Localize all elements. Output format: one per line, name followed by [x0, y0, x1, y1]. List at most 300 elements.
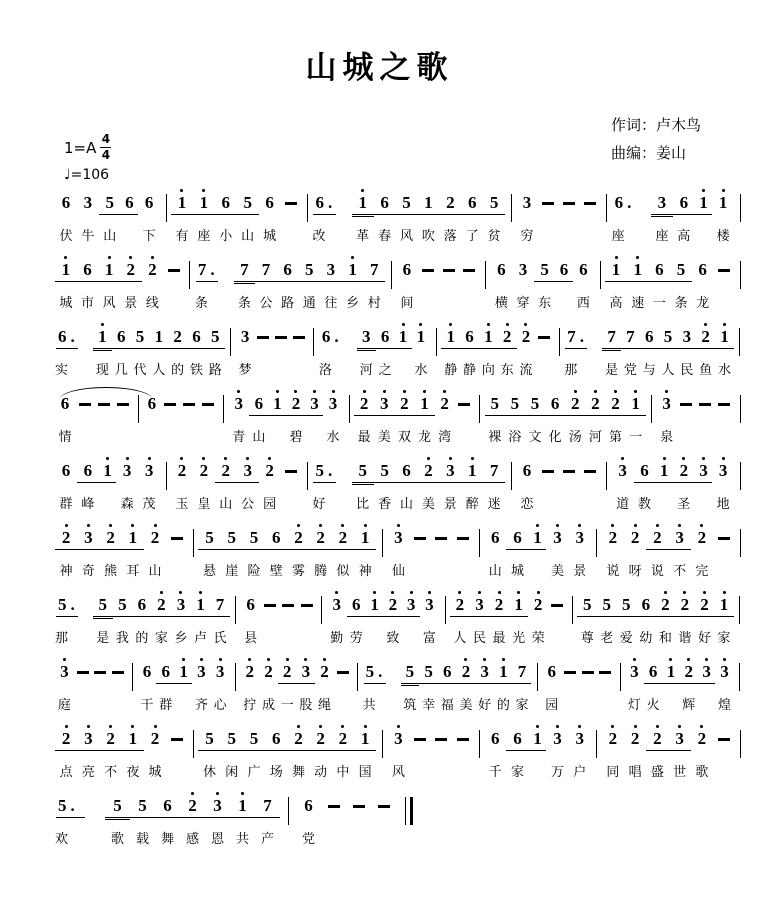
note-cell: [168, 322, 187, 378]
note-digit: [675, 595, 695, 615]
beam-line-1: [99, 214, 121, 215]
lyric: [410, 555, 431, 579]
beam-line-1: [98, 281, 120, 282]
note-digit: [243, 528, 265, 548]
digit: 6: [271, 728, 281, 748]
note-digit: [112, 327, 131, 347]
barline: [473, 523, 484, 579]
lyric: 老: [600, 631, 614, 646]
note-cell: [93, 322, 112, 378]
barline: [160, 188, 171, 244]
beam-line-1: [677, 348, 696, 349]
octave-dot: [682, 457, 685, 460]
digit: 1: [104, 259, 114, 279]
dash: [281, 193, 302, 213]
note-cell: [506, 724, 528, 780]
lyric: 穿: [516, 296, 530, 311]
note-digit: [528, 595, 548, 615]
digit: 2: [455, 594, 465, 614]
barline: [225, 322, 236, 378]
octave-dot: [483, 658, 486, 661]
note-cell: [675, 590, 695, 646]
note-cell: [516, 188, 538, 244]
dash: [579, 662, 597, 682]
digit: 6: [60, 393, 70, 413]
note-cell: [374, 456, 396, 512]
lyric: 民: [680, 363, 694, 378]
note-cell: [657, 389, 677, 445]
note-cell: [491, 255, 513, 311]
lyric: 恋: [520, 497, 534, 512]
note-digit: [640, 327, 659, 347]
lyric: 群: [159, 698, 173, 713]
note-digit: [310, 528, 332, 548]
beam-line-1: [191, 616, 211, 617]
digit: 5: [402, 192, 411, 212]
note-cell: [695, 590, 715, 646]
digit: 5: [249, 527, 259, 547]
augmentation-dot: .: [70, 326, 75, 346]
beam-line-1: [230, 817, 255, 818]
lyric: 灯: [627, 698, 641, 713]
note-digit: [296, 796, 321, 816]
note-cell: [198, 523, 220, 579]
lyric: 欢: [55, 832, 69, 847]
dash-cell: [74, 657, 92, 713]
digit: 6: [443, 661, 452, 681]
note-cell: [332, 724, 354, 780]
octave-dot: [663, 457, 666, 460]
digit: 6: [137, 594, 147, 614]
lyric: 牛: [81, 229, 95, 244]
beam-line-1: [313, 214, 336, 215]
octave-dot: [180, 457, 183, 460]
beam-line-1: [243, 750, 265, 751]
lyric: 千: [488, 765, 502, 780]
lyric: 穷: [520, 229, 534, 244]
octave-dot: [703, 591, 706, 594]
note-digit: [505, 394, 525, 414]
note-cell: [460, 322, 479, 378]
lyric: 湾: [438, 430, 452, 445]
digit: 6: [265, 192, 274, 212]
beam-line-1: [310, 750, 332, 751]
note-cell: [357, 322, 376, 378]
note-digit: [327, 595, 347, 615]
lyric: [698, 689, 715, 713]
dash-cell: [163, 255, 184, 311]
beam-line-1: [221, 549, 243, 550]
octave-dot: [241, 792, 244, 795]
digit: 1: [370, 595, 379, 615]
beam-line-1: [489, 616, 509, 617]
dash-cell: [561, 657, 579, 713]
barline: [734, 590, 745, 646]
beam-line-1: [651, 214, 673, 215]
augmentation-dot: .: [70, 594, 75, 614]
barline: [734, 657, 745, 713]
note-cell: [138, 456, 160, 512]
lyric: 情: [58, 430, 72, 445]
digit: 1: [633, 259, 642, 279]
digit: 6: [655, 259, 664, 279]
digit: 6: [116, 326, 126, 346]
lyric: 好: [697, 631, 711, 646]
dash: [431, 729, 452, 749]
note-cell: [512, 255, 534, 311]
lyric: 市: [80, 296, 94, 311]
dash-cell: [455, 389, 474, 445]
note-digit: [569, 528, 591, 548]
beam-line-1: [55, 549, 77, 550]
beam-line-1: [287, 549, 309, 550]
lyric: [175, 689, 192, 713]
digit: 6: [679, 192, 689, 212]
dash-glyph: [680, 403, 692, 406]
digit: 2: [316, 527, 325, 547]
note-digit: [439, 461, 461, 481]
note-cell: [77, 255, 99, 311]
note-digit: [243, 729, 265, 749]
note-cell: [714, 590, 734, 646]
digit: 5: [676, 259, 686, 279]
note-cell: [320, 255, 342, 311]
dash-glyph: [457, 738, 469, 741]
octave-dot: [702, 189, 705, 192]
note-cell: [187, 322, 206, 378]
beam-line-1: [310, 549, 332, 550]
note-digit: [99, 528, 121, 548]
note-cell: [461, 188, 483, 244]
note-cell: [278, 657, 297, 713]
note-cell: [670, 255, 692, 311]
digit: 2: [521, 326, 531, 346]
barline: [601, 456, 612, 512]
barline: [591, 724, 602, 780]
beam-line-1: [479, 348, 498, 349]
note-digit: [624, 528, 646, 548]
note-cell: [269, 389, 286, 445]
barline: [566, 590, 577, 646]
digit: 5: [424, 661, 433, 681]
digit: 3: [394, 527, 403, 547]
note-cell: [93, 590, 113, 646]
digit: 3: [518, 259, 528, 279]
lyric: 往: [324, 296, 338, 311]
digit: 2: [126, 259, 135, 279]
barline: [160, 456, 171, 512]
note-digit: [357, 327, 376, 347]
lyric: 说: [606, 564, 620, 579]
beam-line-2: [93, 350, 112, 351]
note-digit: [621, 327, 640, 347]
dash: [715, 394, 734, 414]
lyric: 山: [148, 564, 162, 579]
lyric: [459, 287, 480, 311]
barline: [187, 724, 198, 780]
lyric: 最: [357, 430, 371, 445]
beam-line-1: [636, 616, 656, 617]
digit: 5: [227, 527, 236, 547]
note-cell: [417, 188, 439, 244]
note-digit: [298, 260, 320, 280]
note-cell: [265, 724, 287, 780]
lyric: 成: [261, 698, 275, 713]
digit: 3: [718, 460, 728, 480]
barline: [591, 523, 602, 579]
note-cell: [237, 456, 259, 512]
beam-line-1: [122, 750, 144, 751]
key-tempo-block: [64, 133, 111, 183]
octave-dot: [64, 256, 67, 259]
note-digit: [475, 662, 494, 682]
note-cell: [55, 188, 77, 244]
note-digit: [417, 461, 439, 481]
note-cell: [396, 255, 418, 311]
beam-line-1: [131, 348, 150, 349]
digit: 1: [720, 326, 729, 346]
note-digit: [715, 662, 734, 682]
digit: 6: [380, 326, 390, 346]
note-cell: [319, 322, 357, 378]
digit: 1: [128, 527, 138, 547]
lyric: 一: [280, 698, 294, 713]
digit: 6: [161, 661, 170, 681]
lyric: 家: [511, 765, 525, 780]
beam-line-1: [525, 415, 545, 416]
lyric: 那: [564, 363, 578, 378]
note-cell: [649, 255, 671, 311]
digit: 6: [579, 259, 588, 279]
beam-line-1: [394, 415, 414, 416]
lyric: 风: [399, 229, 413, 244]
lyric: 美: [377, 430, 391, 445]
octave-dot: [180, 189, 183, 192]
octave-dot: [723, 323, 726, 326]
dash: [561, 662, 579, 682]
digit: 6: [142, 661, 152, 681]
dash: [281, 461, 302, 481]
dash-cell: [580, 188, 601, 244]
lyric: 城: [148, 765, 162, 780]
note-cell: [655, 456, 672, 512]
digit: 3: [702, 662, 711, 682]
dash-glyph: [328, 805, 340, 808]
digit: 3: [144, 460, 154, 480]
lyric: 尊: [580, 631, 594, 646]
note-cell: [636, 590, 656, 646]
octave-dot: [487, 323, 490, 326]
note-cell: [627, 255, 649, 311]
digit: 1: [61, 259, 71, 279]
octave-dot: [633, 658, 636, 661]
beam-line-1: [695, 616, 715, 617]
dash-glyph: [353, 805, 365, 808]
note-cell: [673, 456, 695, 512]
note-digit: [142, 260, 164, 280]
note-digit: [525, 394, 545, 414]
digit: 2: [700, 594, 709, 614]
note-cell: [529, 724, 547, 780]
note-cell: [120, 255, 142, 311]
note-cell: [354, 724, 376, 780]
lyric: 有: [175, 229, 189, 244]
note-cell: [617, 590, 637, 646]
dash-cell: [91, 657, 109, 713]
octave-dot: [202, 457, 205, 460]
digit: 5: [249, 728, 259, 748]
dash-glyph: [435, 738, 447, 741]
note-digit: [363, 662, 401, 682]
digit: 3: [675, 527, 684, 547]
lyric: 景: [443, 497, 457, 512]
octave-dot: [364, 725, 367, 728]
lyric: 拧: [243, 698, 257, 713]
lyric: 广: [247, 765, 261, 780]
octave-dot: [341, 524, 344, 527]
beam-line-1: [168, 348, 187, 349]
digit: 1: [103, 461, 112, 481]
dash-cell: [452, 724, 473, 780]
lyric: [452, 756, 473, 780]
note-cell: [193, 188, 215, 244]
note-cell: [513, 657, 532, 713]
note-cell: [483, 188, 505, 244]
dash: [580, 193, 601, 213]
lyric: 山: [103, 229, 117, 244]
lyric: [113, 421, 132, 445]
beam-line-2: [602, 350, 621, 351]
digit: 6: [644, 326, 654, 346]
dash: [452, 729, 473, 749]
lyric: 吹: [421, 229, 435, 244]
beam-line-1: [93, 348, 112, 349]
note-cell: [475, 657, 494, 713]
note-cell: [651, 188, 673, 244]
lyric: [281, 488, 302, 512]
dash-cell: [160, 389, 179, 445]
octave-dot: [458, 591, 461, 594]
digit: 2: [611, 393, 620, 413]
note-digit: [602, 729, 624, 749]
note-digit: [240, 662, 259, 682]
lyric: 公: [241, 497, 255, 512]
note-cell: [677, 322, 696, 378]
lyric: [580, 488, 601, 512]
note-cell: [516, 456, 538, 512]
lyric: 和: [658, 631, 672, 646]
dash: [459, 260, 480, 280]
note-digit: [144, 528, 166, 548]
lyric: [121, 220, 138, 244]
lyric: [166, 756, 187, 780]
octave-dot: [556, 524, 559, 527]
note-cell: [420, 590, 440, 646]
lyric: 雾: [291, 564, 305, 579]
lyric: 风: [102, 296, 116, 311]
dash: [272, 327, 290, 347]
dash-glyph: [77, 671, 89, 674]
digit: 2: [608, 728, 618, 748]
bar-line: [382, 529, 383, 557]
note-cell: [662, 657, 679, 713]
note-digit: [470, 595, 490, 615]
digit: 3: [575, 728, 584, 748]
digit: 6: [315, 192, 324, 212]
note-cell: [259, 456, 281, 512]
digit: 6: [491, 728, 500, 748]
lyric: [272, 354, 290, 378]
barline: [127, 657, 138, 713]
digit: 3: [362, 326, 371, 346]
note-cell: [624, 523, 646, 579]
lyric: 迷: [487, 497, 501, 512]
dash: [166, 528, 187, 548]
note-digit: [198, 528, 220, 548]
dash-cell: [715, 389, 734, 445]
note-digit: [312, 193, 351, 213]
dash-cell: [109, 657, 127, 713]
digit: 2: [697, 527, 707, 547]
digit: 6: [497, 259, 506, 279]
beam-line-1: [77, 549, 99, 550]
lyric: 熊: [104, 564, 118, 579]
note-digit: [192, 662, 211, 682]
beam-line-1: [659, 348, 678, 349]
note-digit: [414, 394, 434, 414]
digit: 3: [234, 393, 243, 413]
tempo-marking: [64, 167, 111, 183]
lyric: 呀: [628, 564, 642, 579]
dash: [713, 260, 734, 280]
lyric: 人: [152, 363, 166, 378]
beam-line-1: [461, 214, 483, 215]
lyric: 载: [135, 832, 149, 847]
beam-line-1: [286, 415, 306, 416]
note-cell: [105, 791, 130, 847]
note-cell: [505, 389, 525, 445]
bar-line: [382, 730, 383, 758]
digit: 1: [424, 192, 433, 212]
augmentation-dot: .: [327, 460, 333, 480]
note-cell: [546, 724, 568, 780]
note-cell: [98, 255, 120, 311]
beam-line-1: [193, 214, 215, 215]
note-digit: [670, 260, 692, 280]
beam-line-1: [439, 214, 461, 215]
beam-line-1: [342, 281, 364, 282]
digit: 6: [321, 326, 331, 346]
lyric: 动: [314, 765, 328, 780]
note-cell: [509, 590, 529, 646]
digit: 1: [718, 192, 728, 212]
digit: 7: [567, 326, 576, 346]
note-cell: [230, 791, 255, 847]
beam-line-1: [354, 549, 376, 550]
note-cell: [656, 590, 676, 646]
note-cell: [132, 590, 152, 646]
octave-dot: [179, 591, 182, 594]
lyric: 勤: [330, 631, 344, 646]
note-cell: [205, 791, 230, 847]
beam-line-1: [255, 817, 280, 818]
beam-line-1: [457, 683, 476, 684]
dash-glyph: [202, 403, 214, 406]
lyric: 线: [145, 296, 159, 311]
note-digit: [175, 662, 192, 682]
digit: 6: [402, 259, 412, 279]
dash-glyph: [414, 537, 426, 540]
